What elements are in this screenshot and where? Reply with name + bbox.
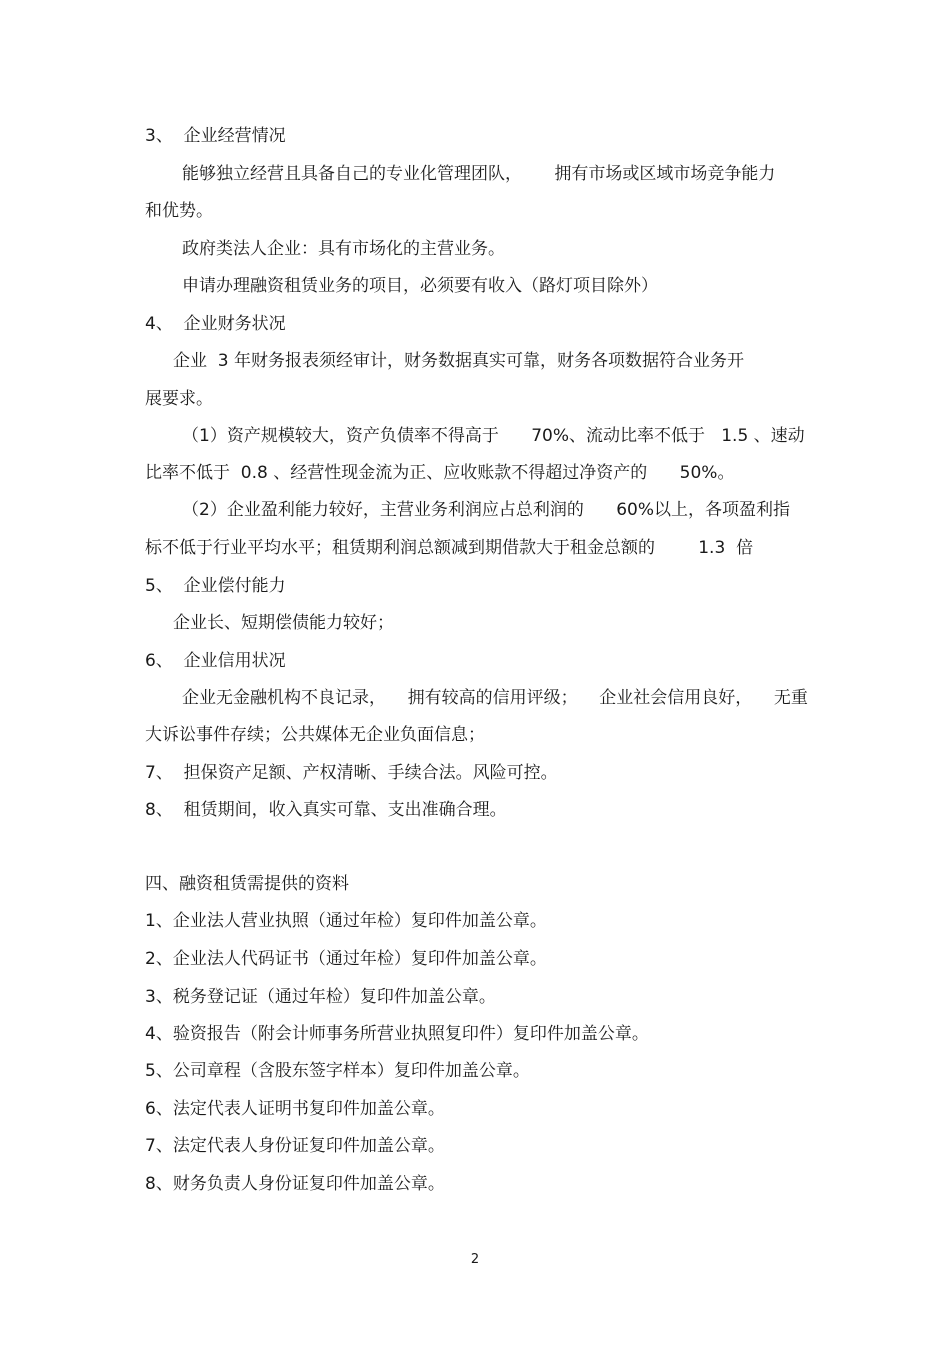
list-item: 5、公司章程（含股东签字样本）复印件加盖公章。 bbox=[145, 1061, 530, 1081]
paragraph-line: （1）资产规模较大，资产负债率不得高于 70%、流动比率不低于 1.5 、速动 bbox=[182, 426, 805, 446]
section-heading-required-materials: 四、融资租赁需提供的资料 bbox=[145, 874, 349, 894]
heading-3-business-operation: 3、 企业经营情况 bbox=[145, 126, 286, 146]
paragraph-line: （2）企业盈利能力较好，主营业务利润应占总利润的 60%以上，各项盈利指 bbox=[182, 500, 791, 520]
paragraph-line: 政府类法人企业：具有市场化的主营业务。 bbox=[182, 239, 505, 259]
heading-5-solvency: 5、 企业偿付能力 bbox=[145, 576, 286, 596]
paragraph-line: 申请办理融资租赁业务的项目，必须要有收入（路灯项目除外） bbox=[182, 276, 658, 296]
paragraph-line: 比率不低于 0.8 、经营性现金流为正、应收账款不得超过净资产的 50%。 bbox=[145, 463, 735, 483]
paragraph-line: 大诉讼事件存续；公共媒体无企业负面信息； bbox=[145, 725, 485, 745]
heading-8-lease-period: 8、 租赁期间，收入真实可靠、支出准确合理。 bbox=[145, 800, 507, 820]
paragraph-line: 标不低于行业平均水平；租赁期利润总额减到期借款大于租金总额的 1.3 倍 bbox=[145, 538, 754, 558]
heading-7-guarantee-assets: 7、 担保资产足额、产权清晰、手续合法。风险可控。 bbox=[145, 763, 558, 783]
heading-6-credit-status: 6、 企业信用状况 bbox=[145, 651, 286, 671]
list-item: 3、税务登记证（通过年检）复印件加盖公章。 bbox=[145, 987, 496, 1007]
heading-4-financial-status: 4、 企业财务状况 bbox=[145, 314, 286, 334]
list-item: 2、企业法人代码证书（通过年检）复印件加盖公章。 bbox=[145, 949, 547, 969]
list-item: 7、法定代表人身份证复印件加盖公章。 bbox=[145, 1136, 445, 1156]
paragraph-line: 和优势。 bbox=[145, 201, 213, 221]
paragraph-line: 企业无金融机构不良记录， 拥有较高的信用评级； 企业社会信用良好， 无重 bbox=[182, 688, 808, 708]
list-item: 6、法定代表人证明书复印件加盖公章。 bbox=[145, 1099, 445, 1119]
list-item: 1、企业法人营业执照（通过年检）复印件加盖公章。 bbox=[145, 911, 547, 931]
paragraph-line: 能够独立经营且具备自己的专业化管理团队， 拥有市场或区域市场竞争能力 bbox=[182, 164, 776, 184]
page-number: 2 bbox=[470, 1252, 480, 1267]
list-item: 4、验资报告（附会计师事务所营业执照复印件）复印件加盖公章。 bbox=[145, 1024, 649, 1044]
paragraph-line: 企业长、短期偿债能力较好； bbox=[173, 613, 394, 633]
paragraph-line: 展要求。 bbox=[145, 389, 213, 409]
list-item: 8、财务负责人身份证复印件加盖公章。 bbox=[145, 1174, 445, 1194]
paragraph-line: 企业 3 年财务报表须经审计，财务数据真实可靠，财务各项数据符合业务开 bbox=[173, 351, 745, 371]
